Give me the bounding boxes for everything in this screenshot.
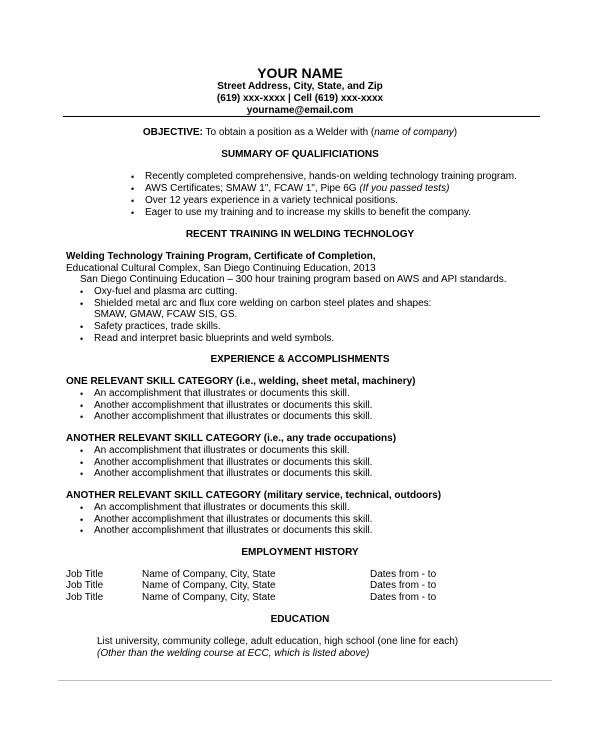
- bullet: •: [80, 299, 84, 309]
- summary-heading: SUMMARY OF QUALIFICIATIONS: [221, 149, 379, 160]
- training-item: Oxy-fuel and plasma arc cutting.: [94, 286, 238, 297]
- skill-category-title: ANOTHER RELEVANT SKILL CATEGORY (military service, technical, outdoors): [66, 490, 442, 501]
- accomplishment-item: Another accomplishment that illustrates or documents this skill.: [94, 411, 373, 422]
- accomplishment-item: Another accomplishment that illustrates or documents this skill.: [94, 400, 373, 411]
- resume-name: YOUR NAME: [257, 65, 343, 81]
- objective-text: To obtain a position as a Welder with (: [202, 127, 375, 138]
- summary-item: Eager to use my training and to increase my skills to benefit the company.: [145, 207, 472, 218]
- address: Street Address, City, State, and Zip: [217, 81, 383, 92]
- experience-heading: EXPERIENCE & ACCOMPLISHMENTS: [210, 354, 390, 365]
- training-program: Welding Technology Training Program, Certificate of Completion,: [66, 251, 376, 262]
- education-heading: EDUCATION: [270, 614, 330, 625]
- bullet: •: [80, 412, 84, 422]
- accomplishment-item: Another accomplishment that illustrates or documents this skill.: [94, 468, 373, 479]
- bullet: •: [80, 401, 84, 411]
- skill-category-title: ONE RELEVANT SKILL CATEGORY (i.e., welding, sheet metal, machinery): [66, 376, 416, 387]
- bullet: •: [80, 446, 84, 456]
- email: yourname@email.com: [246, 105, 354, 116]
- bullet: •: [131, 208, 135, 218]
- bullet: •: [80, 526, 84, 536]
- job-company: Name of Company, City, State: [142, 592, 276, 603]
- accomplishment-item: Another accomplishment that illustrates or documents this skill.: [94, 525, 373, 536]
- education-line: List university, community college, adult education, high school (one line for each): [97, 636, 459, 647]
- bullet: •: [131, 196, 135, 206]
- education-note: (Other than the welding course at ECC, which is listed above): [97, 648, 370, 659]
- training-item: Read and interpret basic blueprints and weld symbols.: [94, 333, 335, 344]
- bullet: •: [131, 184, 135, 194]
- header-divider: [63, 116, 540, 117]
- objective-company: name of company: [374, 127, 454, 138]
- job-dates: Dates from - to: [370, 569, 437, 580]
- bullet: •: [80, 503, 84, 513]
- summary-item-note: (If you passed tests): [359, 183, 450, 194]
- accomplishment-item: An accomplishment that illustrates or documents this skill.: [94, 502, 350, 513]
- job-company: Name of Company, City, State: [142, 569, 276, 580]
- objective: [0, 127, 600, 138]
- accomplishment-item: An accomplishment that illustrates or documents this skill.: [94, 388, 350, 399]
- job-title: Job Title: [66, 569, 104, 580]
- accomplishment-item: Another accomplishment that illustrates or documents this skill.: [94, 457, 373, 468]
- training-heading: RECENT TRAINING IN WELDING TECHNOLOGY: [185, 229, 415, 240]
- accomplishment-item: Another accomplishment that illustrates or documents this skill.: [94, 514, 373, 525]
- phones: (619) xxx-xxxx | Cell (619) xxx-xxxx: [216, 93, 384, 104]
- bullet: •: [80, 469, 84, 479]
- summary-item: Over 12 years experience in a variety technical positions.: [145, 195, 398, 206]
- bullet: •: [80, 458, 84, 468]
- objective-close: ): [453, 127, 458, 138]
- job-dates: Dates from - to: [370, 592, 437, 603]
- job-title: Job Title: [66, 592, 104, 603]
- bullet: •: [80, 287, 84, 297]
- training-item: Safety practices, trade skills.: [94, 321, 221, 332]
- objective-label: OBJECTIVE:: [142, 127, 203, 138]
- summary-item: AWS Certificates; SMAW 1", FCAW 1", Pipe 6G (If you passed tests): [145, 183, 450, 194]
- job-dates: Dates from - to: [370, 580, 437, 591]
- bullet: •: [80, 334, 84, 344]
- bullet: •: [80, 389, 84, 399]
- bullet: •: [80, 322, 84, 332]
- bullet: •: [80, 515, 84, 525]
- job-title: Job Title: [66, 580, 104, 591]
- training-item: Shielded metal arc and flux core welding on carbon steel plates and shapes:: [94, 298, 432, 309]
- footer-divider: [58, 680, 552, 681]
- employment-heading: EMPLOYMENT HISTORY: [241, 547, 359, 558]
- accomplishment-item: An accomplishment that illustrates or documents this skill.: [94, 445, 350, 456]
- training-hours: San Diego Continuing Education – 300 hour training program based on AWS and API standards.: [80, 274, 507, 285]
- job-company: Name of Company, City, State: [142, 580, 276, 591]
- training-item: SMAW, GMAW, FCAW SIS, GS.: [94, 309, 238, 320]
- summary-item: Recently completed comprehensive, hands-on welding technology training program.: [145, 171, 517, 182]
- bullet: •: [131, 172, 135, 182]
- training-complex: Educational Cultural Complex, San Diego Continuing Education, 2013: [66, 263, 376, 274]
- skill-category-title: ANOTHER RELEVANT SKILL CATEGORY (i.e., any trade occupations): [66, 433, 397, 444]
